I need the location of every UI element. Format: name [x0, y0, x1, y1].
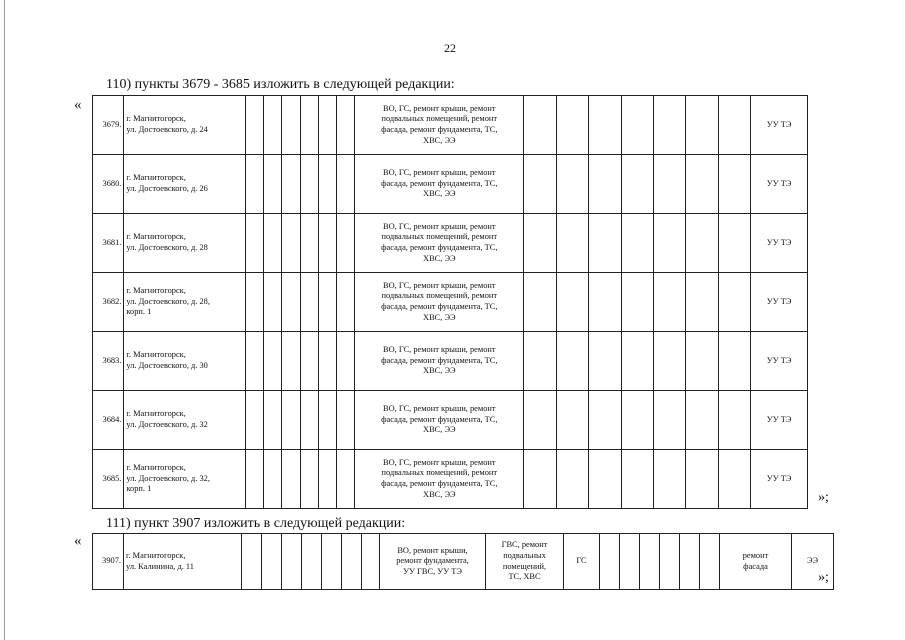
- row-number: 3681.: [93, 214, 124, 273]
- empty-cell: [318, 273, 336, 332]
- works-cell: [355, 391, 524, 450]
- works-line: ВО, ГС, ремонт крыши, ремонт: [383, 103, 496, 113]
- empty-cell: [322, 534, 342, 590]
- empty-cell: [621, 391, 653, 450]
- empty-cell: [318, 96, 336, 155]
- section-111-heading: 111) пункт 3907 изложить в следующей редакции:: [106, 516, 406, 531]
- empty-cell: [524, 391, 556, 450]
- facade-cell: [720, 534, 792, 590]
- table-row: [93, 450, 808, 509]
- empty-cell: [245, 155, 263, 214]
- empty-cell: [524, 450, 556, 509]
- empty-cell: [264, 155, 282, 214]
- empty-cell: [589, 391, 621, 450]
- works-line: фасада, ремонт фундамента, ТС,: [381, 302, 498, 311]
- works-line: ВО, ГС, ремонт крыши, ремонт: [383, 221, 496, 231]
- works-line: фасада, ремонт фундамента, ТС,: [381, 125, 498, 134]
- ee-cell: ЭЭ: [792, 534, 834, 590]
- empty-cell: [318, 332, 336, 391]
- works-line: ВО, ГС, ремонт крыши, ремонт: [383, 280, 496, 290]
- empty-cell: [524, 214, 556, 273]
- works-line: фасада, ремонт фундамента, ТС,: [381, 355, 498, 365]
- works-line: ремонт фундамента,: [396, 556, 469, 566]
- empty-cell: [300, 450, 318, 509]
- empty-cell: [337, 214, 355, 273]
- address-cell: [124, 155, 246, 214]
- works-cell: [355, 214, 524, 273]
- empty-cell: [589, 214, 621, 273]
- empty-cell: [556, 155, 588, 214]
- works-line: ВО, ГС, ремонт крыши, ремонт: [383, 168, 496, 178]
- empty-cell: [282, 450, 300, 509]
- empty-cell: [653, 450, 685, 509]
- address-line: ул. Достоевского, д. 32,: [126, 473, 210, 483]
- empty-cell: [686, 391, 718, 450]
- empty-cell: [653, 273, 685, 332]
- empty-cell: [718, 450, 750, 509]
- works-cell: [486, 534, 564, 590]
- empty-cell: [589, 155, 621, 214]
- empty-cell: [621, 273, 653, 332]
- works-line: ХВС, ЭЭ: [423, 489, 456, 499]
- empty-cell: [300, 391, 318, 450]
- empty-cell: [653, 155, 685, 214]
- address-line: г. Магнитогорск,: [126, 232, 186, 242]
- empty-cell: [300, 332, 318, 391]
- empty-cell: [337, 155, 355, 214]
- works-line: фасада, ремонт фундамента, ТС,: [381, 243, 498, 252]
- empty-cell: [718, 96, 750, 155]
- works-line: ХВС, ЭЭ: [423, 253, 456, 263]
- code-cell: УУ ТЭ: [751, 273, 808, 332]
- empty-cell: [342, 534, 362, 590]
- empty-cell: [556, 273, 588, 332]
- empty-cell: [653, 214, 685, 273]
- works-line: подвальных помещений, ремонт: [381, 468, 498, 478]
- empty-cell: [245, 391, 263, 450]
- empty-cell: [264, 391, 282, 450]
- empty-cell: [621, 155, 653, 214]
- empty-cell: [300, 273, 318, 332]
- table-row: [93, 391, 808, 450]
- empty-cell: [680, 534, 700, 590]
- address-line: г. Магнитогорск,: [126, 286, 186, 296]
- code-cell: УУ ТЭ: [751, 155, 808, 214]
- empty-cell: [318, 391, 336, 450]
- works-cell: [355, 155, 524, 214]
- row-number: 3679.: [93, 96, 124, 155]
- page-number: 22: [444, 41, 456, 55]
- empty-cell: [337, 391, 355, 450]
- empty-cell: [653, 391, 685, 450]
- address-line: ул. Калинина, д. 11: [126, 561, 194, 571]
- address-line: г. Магнитогорск,: [126, 173, 186, 183]
- empty-cell: [589, 450, 621, 509]
- address-line: ул. Достоевского, д. 26: [126, 184, 208, 193]
- works-cell: [380, 534, 486, 590]
- address-line: г. Магнитогорск,: [126, 114, 186, 124]
- empty-cell: [556, 391, 588, 450]
- works-line: ХВС, ЭЭ: [423, 312, 456, 322]
- empty-cell: [556, 214, 588, 273]
- empty-cell: [621, 96, 653, 155]
- works-line: фасада, ремонт фундамента, ТС,: [381, 414, 498, 424]
- empty-cell: [640, 534, 660, 590]
- gs-cell: ГС: [564, 534, 600, 590]
- empty-cell: [318, 214, 336, 273]
- empty-cell: [700, 534, 720, 590]
- empty-cell: [718, 391, 750, 450]
- row-number: 3683.: [93, 332, 124, 391]
- empty-cell: [556, 450, 588, 509]
- address-cell: [124, 273, 246, 332]
- table-row: [93, 273, 808, 332]
- row-number: 3680.: [93, 155, 124, 214]
- empty-cell: [282, 214, 300, 273]
- address-line: ул. Достоевского, д. 28,: [126, 296, 210, 306]
- empty-cell: [686, 450, 718, 509]
- works-line: ТС, ХВС: [508, 572, 541, 582]
- empty-cell: [686, 96, 718, 155]
- works-line: УУ ГВС, УУ ТЭ: [403, 566, 462, 576]
- section-111-close-quote: »;: [818, 570, 829, 585]
- empty-cell: [245, 273, 263, 332]
- works-line: ВО, ГС, ремонт крыши, ремонт: [383, 345, 496, 355]
- works-line: ВО, ГС, ремонт крыши, ремонт: [383, 404, 496, 414]
- empty-cell: [686, 214, 718, 273]
- empty-cell: [264, 96, 282, 155]
- empty-cell: [362, 534, 380, 590]
- empty-cell: [620, 534, 640, 590]
- works-line: фасада, ремонт фундамента, ТС,: [381, 479, 498, 488]
- address-cell: [124, 450, 246, 509]
- empty-cell: [718, 273, 750, 332]
- address-cell: [124, 96, 246, 155]
- empty-cell: [264, 332, 282, 391]
- empty-cell: [718, 332, 750, 391]
- empty-cell: [524, 96, 556, 155]
- facade-line: ремонт: [742, 550, 769, 560]
- facade-line: фасада: [743, 561, 768, 571]
- empty-cell: [556, 96, 588, 155]
- section-110-table: [92, 95, 808, 509]
- empty-cell: [337, 96, 355, 155]
- empty-cell: [282, 155, 300, 214]
- empty-cell: [718, 214, 750, 273]
- table-row: [93, 155, 808, 214]
- table-row: [93, 214, 808, 273]
- empty-cell: [337, 332, 355, 391]
- works-line: ХВС, ЭЭ: [423, 189, 456, 199]
- empty-cell: [264, 273, 282, 332]
- code-cell: УУ ТЭ: [751, 332, 808, 391]
- empty-cell: [589, 332, 621, 391]
- works-cell: [355, 273, 524, 332]
- empty-cell: [300, 155, 318, 214]
- empty-cell: [245, 96, 263, 155]
- row-number: 3907.: [93, 534, 124, 590]
- code-cell: УУ ТЭ: [751, 214, 808, 273]
- empty-cell: [686, 273, 718, 332]
- address-line: ул. Достоевского, д. 24: [126, 125, 208, 134]
- page-edge-line: [4, 0, 5, 640]
- address-cell: [124, 332, 246, 391]
- row-number: 3682.: [93, 273, 124, 332]
- address-line: ул. Достоевского, д. 32: [126, 420, 208, 429]
- empty-cell: [621, 214, 653, 273]
- empty-cell: [621, 450, 653, 509]
- empty-cell: [524, 332, 556, 391]
- empty-cell: [242, 534, 262, 590]
- section-111-table: [92, 533, 834, 590]
- empty-cell: [245, 214, 263, 273]
- empty-cell: [302, 534, 322, 590]
- empty-cell: [621, 332, 653, 391]
- empty-cell: [282, 332, 300, 391]
- table-row: [93, 534, 834, 590]
- empty-cell: [686, 332, 718, 391]
- table-row: [93, 332, 808, 391]
- works-line: ХВС, ЭЭ: [423, 425, 456, 435]
- address-line: г. Магнитогорск,: [126, 350, 186, 360]
- address-cell: [124, 391, 246, 450]
- empty-cell: [282, 391, 300, 450]
- empty-cell: [264, 450, 282, 509]
- works-line: ХВС, ЭЭ: [423, 366, 456, 376]
- works-line: подвальных помещений, ремонт: [381, 232, 498, 242]
- empty-cell: [600, 534, 620, 590]
- empty-cell: [524, 273, 556, 332]
- address-cell: [124, 214, 246, 273]
- empty-cell: [556, 332, 588, 391]
- empty-cell: [245, 450, 263, 509]
- empty-cell: [262, 534, 282, 590]
- works-cell: [355, 332, 524, 391]
- empty-cell: [653, 96, 685, 155]
- table-row: [93, 96, 808, 155]
- code-cell: УУ ТЭ: [751, 96, 808, 155]
- works-line: подвальных помещений, ремонт: [381, 114, 498, 124]
- empty-cell: [337, 273, 355, 332]
- row-number: 3685.: [93, 450, 124, 509]
- works-cell: [355, 450, 524, 509]
- empty-cell: [653, 332, 685, 391]
- empty-cell: [589, 273, 621, 332]
- empty-cell: [282, 273, 300, 332]
- address-line: г. Магнитогорск,: [126, 409, 186, 419]
- address-line: корп. 1: [126, 307, 152, 317]
- section-111-open-quote: «: [74, 533, 82, 549]
- address-line: г. Магнитогорск,: [126, 463, 186, 473]
- address-line: г. Магнитогорск,: [126, 550, 186, 560]
- empty-cell: [524, 155, 556, 214]
- works-line: подвальных: [503, 550, 546, 560]
- section-110-open-quote: «: [74, 97, 82, 113]
- address-line: корп. 1: [126, 484, 152, 494]
- address-line: ул. Достоевского, д. 30: [126, 361, 208, 370]
- empty-cell: [718, 155, 750, 214]
- empty-cell: [589, 96, 621, 155]
- works-line: подвальных помещений, ремонт: [381, 291, 498, 301]
- empty-cell: [264, 214, 282, 273]
- works-line: ХВС, ЭЭ: [423, 135, 456, 145]
- empty-cell: [318, 155, 336, 214]
- empty-cell: [282, 534, 302, 590]
- section-110-heading: 110) пункты 3679 - 3685 изложить в следующей редакции:: [106, 77, 455, 92]
- works-line: ВО, ГС, ремонт крыши, ремонт: [383, 457, 496, 467]
- empty-cell: [282, 96, 300, 155]
- empty-cell: [245, 332, 263, 391]
- empty-cell: [300, 96, 318, 155]
- works-line: ВО, ремонт крыши,: [397, 545, 468, 555]
- address-cell: [124, 534, 242, 590]
- works-line: помещений,: [502, 561, 547, 571]
- empty-cell: [337, 450, 355, 509]
- works-line: фасада, ремонт фундамента, ТС,: [381, 178, 498, 188]
- empty-cell: [300, 214, 318, 273]
- works-line: ГВС, ремонт: [501, 540, 548, 550]
- row-number: 3684.: [93, 391, 124, 450]
- empty-cell: [318, 450, 336, 509]
- address-line: ул. Достоевского, д. 28: [126, 243, 208, 252]
- empty-cell: [686, 155, 718, 214]
- code-cell: УУ ТЭ: [751, 391, 808, 450]
- code-cell: УУ ТЭ: [751, 450, 808, 509]
- section-110-close-quote: »;: [818, 490, 829, 505]
- works-cell: [355, 96, 524, 155]
- empty-cell: [660, 534, 680, 590]
